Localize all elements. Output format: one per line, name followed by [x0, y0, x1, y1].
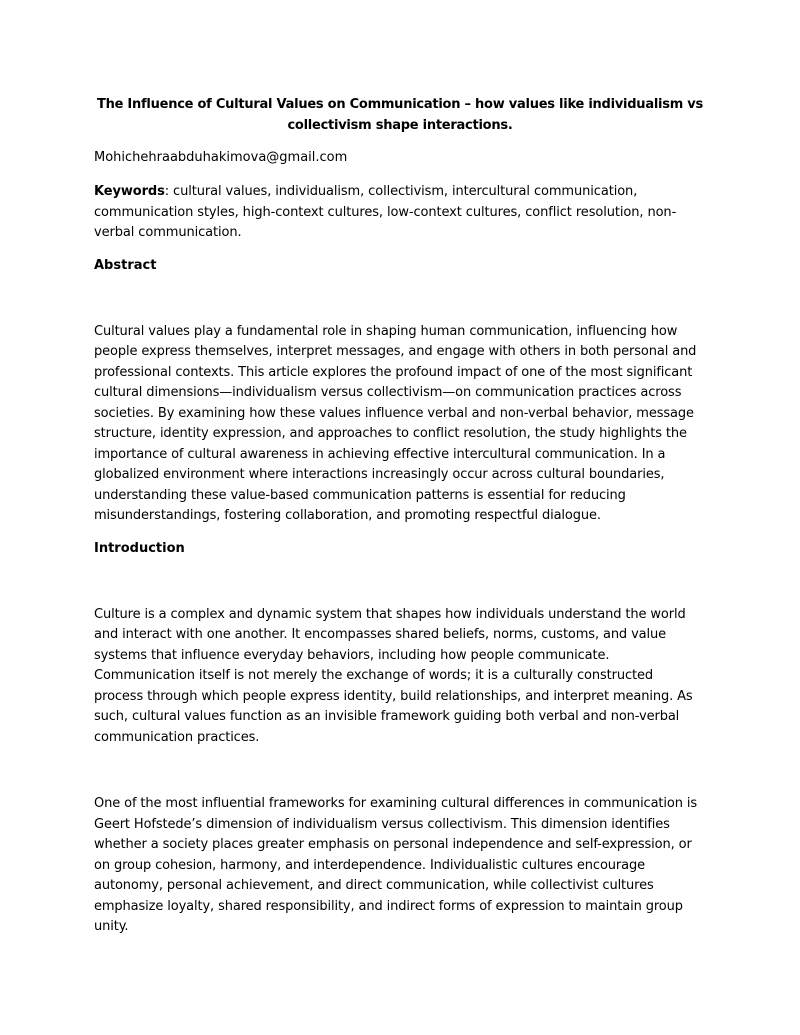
keywords-line: [94, 182, 706, 244]
document-page: [94, 94, 706, 938]
introduction-paragraph-2: One of the most influential frameworks for examining cultural differences in communication is Geert Hofstede’s dimension of individualism versus collectivism. This dimension identifies whether a society places greater emphasis on personal independence and self-expression, or on group cohesion, harmony, and interdependence. Individualistic cultures encourage autonomy, personal achievement, and direct communication, while collectivist cultures emphasize loyalty, shared responsibility, and indirect forms of expression to maintain group unity.: [94, 796, 698, 934]
abstract-heading: Abstract: [94, 257, 157, 273]
keywords-text: : cultural values, individualism, collectivism, intercultural communication, communication styles, high-context cultures, low-context cultures, conflict resolution, non-verbal communication.: [94, 184, 677, 240]
abstract-paragraph: Cultural values play a fundamental role in shaping human communication, influencing how people express themselves, interpret messages, and engage with others in both personal and professional contexts. This article explores the profound impact of one of the most significant cultural dimensions—individualism versus collectivism—on communication practices across societies. By examining how these values influence verbal and non-verbal behavior, message structure, identity expression, and approaches to conflict resolution, the study highlights the importance of cultural awareness in achieving effective intercultural communication. In a globalized environment where interactions increasingly occur across cultural boundaries, understanding these value-based communication patterns is essential for reducing misunderstandings, fostering collaboration, and promoting respectful dialogue.: [94, 323, 697, 523]
author-email: Mohichehraabduhakimova@gmail.com: [94, 150, 348, 165]
introduction-paragraph-1: Culture is a complex and dynamic system that shapes how individuals understand the world and interact with one another. It encompasses shared beliefs, norms, customs, and value systems that influence everyday behaviors, including how people communicate. Communication itself is not merely the exchange of words; it is a culturally constructed process through which people express identity, build relationships, and interpret meaning. As such, cultural values function as an invisible framework guiding both verbal and non-verbal communication practices.: [94, 606, 693, 745]
introduction-heading: Introduction: [94, 540, 185, 556]
keywords-label: Keywords: [94, 184, 165, 199]
paper-title: The Influence of Cultural Values on Communication – how values like individualism vs collectivism shape interactions.: [96, 97, 704, 133]
